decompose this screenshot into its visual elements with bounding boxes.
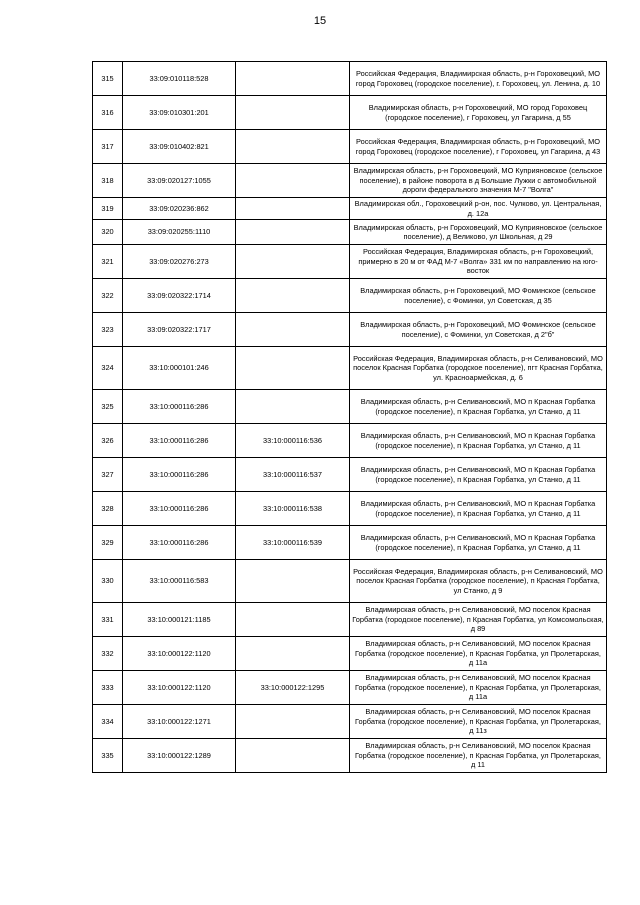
table-row — [93, 130, 607, 164]
address-cell: Владимирская область, р-н Селивановский, МО поселок Красная Горбатка (городское поселение), п Красная Горбатка, ул Пролетарская, д 11а — [350, 637, 607, 671]
table-row — [93, 705, 607, 739]
table-row — [93, 390, 607, 424]
cadastral-number-cell: 33:10:000116:286 — [123, 390, 236, 424]
row-number-cell: 328 — [93, 492, 123, 526]
cadastral-number-cell: 33:09:020322:1714 — [123, 279, 236, 313]
nested-cadastral-number-cell — [236, 220, 350, 245]
table-row — [93, 347, 607, 390]
row-number-cell: 335 — [93, 739, 123, 773]
row-number-cell: 326 — [93, 424, 123, 458]
nested-cadastral-number-cell — [236, 390, 350, 424]
table-row — [93, 62, 607, 96]
cadastral-number-cell: 33:10:000122:1271 — [123, 705, 236, 739]
nested-cadastral-number-cell — [236, 279, 350, 313]
cadastral-number-cell: 33:10:000116:286 — [123, 458, 236, 492]
address-cell: Российская Федерация, Владимирская область, р-н Селивановский, МО поселок Красная Горбатка (городское поселение), пгт Красная Горбатка, ул. Красноармейская, д. 6 — [350, 347, 607, 390]
table-body — [93, 62, 607, 773]
table-row — [93, 560, 607, 603]
nested-cadastral-number-cell — [236, 739, 350, 773]
address-cell: Владимирская область, р-н Гороховецкий, МО Фоминское (сельское поселение), с Фоминки, ул Советская, д 2"б" — [350, 313, 607, 347]
table-row — [93, 198, 607, 220]
table-row — [93, 164, 607, 198]
row-number-cell: 315 — [93, 62, 123, 96]
row-number-cell: 321 — [93, 245, 123, 279]
row-number-cell: 334 — [93, 705, 123, 739]
nested-cadastral-number-cell: 33:10:000116:539 — [236, 526, 350, 560]
address-cell: Владимирская область, р-н Селивановский, МО поселок Красная Горбатка (городское поселение), п Красная Горбатка, ул Комсомольская, д 89 — [350, 603, 607, 637]
cadastral-number-cell: 33:10:000116:286 — [123, 492, 236, 526]
row-number-cell: 323 — [93, 313, 123, 347]
table-row — [93, 458, 607, 492]
cadastral-number-cell: 33:10:000122:1120 — [123, 637, 236, 671]
cadastral-number-cell: 33:09:010402:821 — [123, 130, 236, 164]
cadastral-number-cell: 33:09:020127:1055 — [123, 164, 236, 198]
table-row — [93, 96, 607, 130]
table-row — [93, 492, 607, 526]
cadastral-number-cell: 33:10:000101:246 — [123, 347, 236, 390]
cadastral-number-cell: 33:10:000122:1120 — [123, 671, 236, 705]
cadastral-number-cell: 33:10:000116:583 — [123, 560, 236, 603]
table-row — [93, 220, 607, 245]
row-number-cell: 319 — [93, 198, 123, 220]
nested-cadastral-number-cell — [236, 705, 350, 739]
address-cell: Владимирская область, р-н Гороховецкий, МО Куприяновское (сельское поселение), д Великово, ул Школьная, д 29 — [350, 220, 607, 245]
address-cell: Российская Федерация, Владимирская область, р-н Гороховецкий, примерно в 20 м от ФАД М-7 «Волга» 331 км по направлению на юго-восток — [350, 245, 607, 279]
nested-cadastral-number-cell: 33:10:000122:1295 — [236, 671, 350, 705]
row-number-cell: 333 — [93, 671, 123, 705]
nested-cadastral-number-cell — [236, 62, 350, 96]
nested-cadastral-number-cell: 33:10:000116:537 — [236, 458, 350, 492]
row-number-cell: 316 — [93, 96, 123, 130]
nested-cadastral-number-cell — [236, 198, 350, 220]
cadastral-table — [92, 61, 607, 773]
cadastral-number-cell: 33:10:000122:1289 — [123, 739, 236, 773]
nested-cadastral-number-cell — [236, 245, 350, 279]
address-cell: Владимирская область, р-н Селивановский, МО п Красная Горбатка (городское поселение), п Красная Горбатка, ул Станко, д 11 — [350, 526, 607, 560]
nested-cadastral-number-cell — [236, 637, 350, 671]
row-number-cell: 322 — [93, 279, 123, 313]
nested-cadastral-number-cell — [236, 96, 350, 130]
table-row — [93, 526, 607, 560]
nested-cadastral-number-cell — [236, 603, 350, 637]
table-row — [93, 245, 607, 279]
table-row — [93, 603, 607, 637]
cadastral-number-cell: 33:09:020322:1717 — [123, 313, 236, 347]
nested-cadastral-number-cell — [236, 347, 350, 390]
nested-cadastral-number-cell — [236, 560, 350, 603]
row-number-cell: 332 — [93, 637, 123, 671]
address-cell: Владимирская область, р-н Селивановский, МО поселок Красная Горбатка (городское поселение), п Красная Горбатка, ул Пролетарская, д 11 — [350, 739, 607, 773]
table-row — [93, 671, 607, 705]
row-number-cell: 317 — [93, 130, 123, 164]
address-cell: Владимирская область, р-н Гороховецкий, МО город Гороховец (городское поселение), г Гороховец, ул Гагарина, д 55 — [350, 96, 607, 130]
nested-cadastral-number-cell — [236, 164, 350, 198]
nested-cadastral-number-cell — [236, 313, 350, 347]
table-row — [93, 313, 607, 347]
row-number-cell: 330 — [93, 560, 123, 603]
address-cell: Владимирская обл., Гороховецкий р-он, пос. Чулково, ул. Центральная, д. 12а — [350, 198, 607, 220]
table-row — [93, 637, 607, 671]
address-cell: Владимирская область, р-н Селивановский, МО п Красная Горбатка (городское поселение), п Красная Горбатка, ул Станко, д 11 — [350, 424, 607, 458]
address-cell: Владимирская область, р-н Гороховецкий, МО Куприяновское (сельское поселение), в районе поворота в д Большие Лужки с автомобильной дороги федерального значения М-7 "Волга" — [350, 164, 607, 198]
address-cell: Владимирская область, р-н Гороховецкий, МО Фоминское (сельское поселение), с Фоминки, ул Советская, д 35 — [350, 279, 607, 313]
cadastral-number-cell: 33:10:000116:286 — [123, 424, 236, 458]
cadastral-number-cell: 33:09:020276:273 — [123, 245, 236, 279]
address-cell: Владимирская область, р-н Селивановский, МО п Красная Горбатка (городское поселение), п Красная Горбатка, ул Станко, д 11 — [350, 492, 607, 526]
row-number-cell: 324 — [93, 347, 123, 390]
table-row — [93, 739, 607, 773]
address-cell: Российская Федерация, Владимирская область, р-н Селивановский, МО поселок Красная Горбатка (городское поселение), п Красная Горбатка, ул Станко, д 9 — [350, 560, 607, 603]
address-cell: Российская Федерация, Владимирская область, р-н Гороховецкий, МО город Гороховец (городское поселение), г. Гороховец, ул. Ленина, д. 10 — [350, 62, 607, 96]
cadastral-number-cell: 33:09:010301:201 — [123, 96, 236, 130]
address-cell: Владимирская область, р-н Селивановский, МО п Красная Горбатка (городское поселение), п Красная Горбатка, ул Станко, д 11 — [350, 390, 607, 424]
row-number-cell: 320 — [93, 220, 123, 245]
nested-cadastral-number-cell: 33:10:000116:538 — [236, 492, 350, 526]
cadastral-number-cell: 33:09:020236:862 — [123, 198, 236, 220]
row-number-cell: 318 — [93, 164, 123, 198]
address-cell: Владимирская область, р-н Селивановский, МО поселок Красная Горбатка (городское поселение), п Красная Горбатка, ул Пролетарская, д 11з — [350, 705, 607, 739]
address-cell: Российская Федерация, Владимирская область, р-н Гороховецкий, МО город Гороховец (городское поселение), г Гороховец, ул Гагарина, д 43 — [350, 130, 607, 164]
nested-cadastral-number-cell: 33:10:000116:536 — [236, 424, 350, 458]
cadastral-number-cell: 33:09:020255:1110 — [123, 220, 236, 245]
cadastral-number-cell: 33:09:010118:528 — [123, 62, 236, 96]
row-number-cell: 327 — [93, 458, 123, 492]
cadastral-number-cell: 33:10:000116:286 — [123, 526, 236, 560]
address-cell: Владимирская область, р-н Селивановский, МО поселок Красная Горбатка (городское поселение), п Красная Горбатка, ул Пролетарская, д 11а — [350, 671, 607, 705]
cadastral-number-cell: 33:10:000121:1185 — [123, 603, 236, 637]
page-number: 15 — [313, 15, 327, 27]
table-row — [93, 424, 607, 458]
row-number-cell: 331 — [93, 603, 123, 637]
table-row — [93, 279, 607, 313]
address-cell: Владимирская область, р-н Селивановский, МО п Красная Горбатка (городское поселение), п Красная Горбатка, ул Станко, д 11 — [350, 458, 607, 492]
row-number-cell: 325 — [93, 390, 123, 424]
row-number-cell: 329 — [93, 526, 123, 560]
nested-cadastral-number-cell — [236, 130, 350, 164]
